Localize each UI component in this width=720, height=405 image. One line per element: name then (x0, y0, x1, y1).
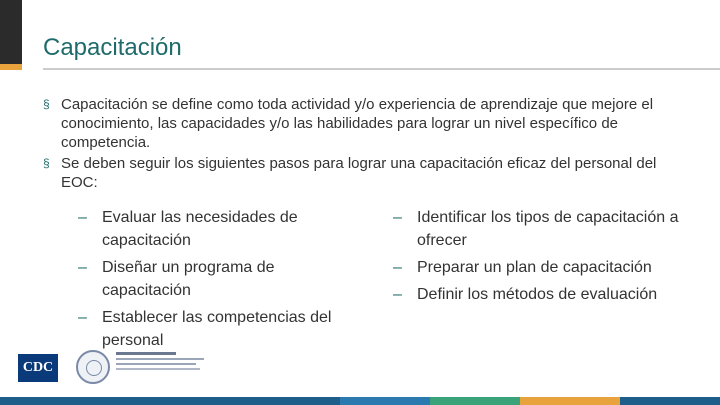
dash-icon: – (78, 309, 87, 326)
cdc-logo-icon: CDC (18, 354, 58, 382)
step-text: Diseñar un programa de capacitación (102, 259, 275, 299)
step-item (78, 256, 363, 302)
bullet-list (43, 95, 663, 194)
footer-color-bar (0, 397, 720, 405)
footer-segment (520, 397, 620, 405)
step-item (393, 206, 693, 252)
georgetown-wordmark-icon (116, 352, 206, 370)
dash-icon: – (393, 209, 402, 226)
dash-icon: – (78, 259, 87, 276)
step-text: Evaluar las necesidades de capacitación (102, 209, 298, 249)
footer-segment (0, 397, 340, 405)
bullet-item (43, 154, 663, 192)
bullet-marker-icon: § (43, 156, 50, 170)
dash-icon: – (393, 259, 402, 276)
slide-title: Capacitación (43, 34, 182, 61)
step-text: Establecer las competencias del personal (102, 309, 332, 349)
dash-icon: – (393, 286, 402, 303)
bullet-marker-icon: § (43, 97, 50, 111)
step-item (393, 256, 693, 279)
step-item (393, 283, 693, 306)
footer-segment (340, 397, 430, 405)
step-text: Definir los métodos de evaluación (417, 286, 658, 303)
title-accent-bar (0, 0, 22, 66)
bullet-text: Se deben seguir los siguientes pasos para lograr una capacitación eficaz del personal del EOC: (61, 155, 657, 191)
dash-icon: – (78, 209, 87, 226)
bullet-text: Capacitación se define como toda actividad y/o experiencia de aprendizaje que mejore el conocimiento, las capacidades y/o las habilidades para lograr un nivel específico de competencia. (61, 96, 654, 151)
title-divider (43, 68, 720, 70)
title-accent-underline (0, 64, 22, 70)
steps-right-column (393, 206, 693, 310)
bullet-item (43, 95, 663, 152)
step-item (78, 306, 363, 352)
georgetown-seal-icon (76, 350, 110, 384)
footer-segment (620, 397, 720, 405)
footer-segment (430, 397, 520, 405)
step-text: Preparar un plan de capacitación (417, 259, 652, 276)
steps-left-column (78, 206, 363, 356)
step-item (78, 206, 363, 252)
step-text: Identificar los tipos de capacitación a ofrecer (417, 209, 679, 249)
